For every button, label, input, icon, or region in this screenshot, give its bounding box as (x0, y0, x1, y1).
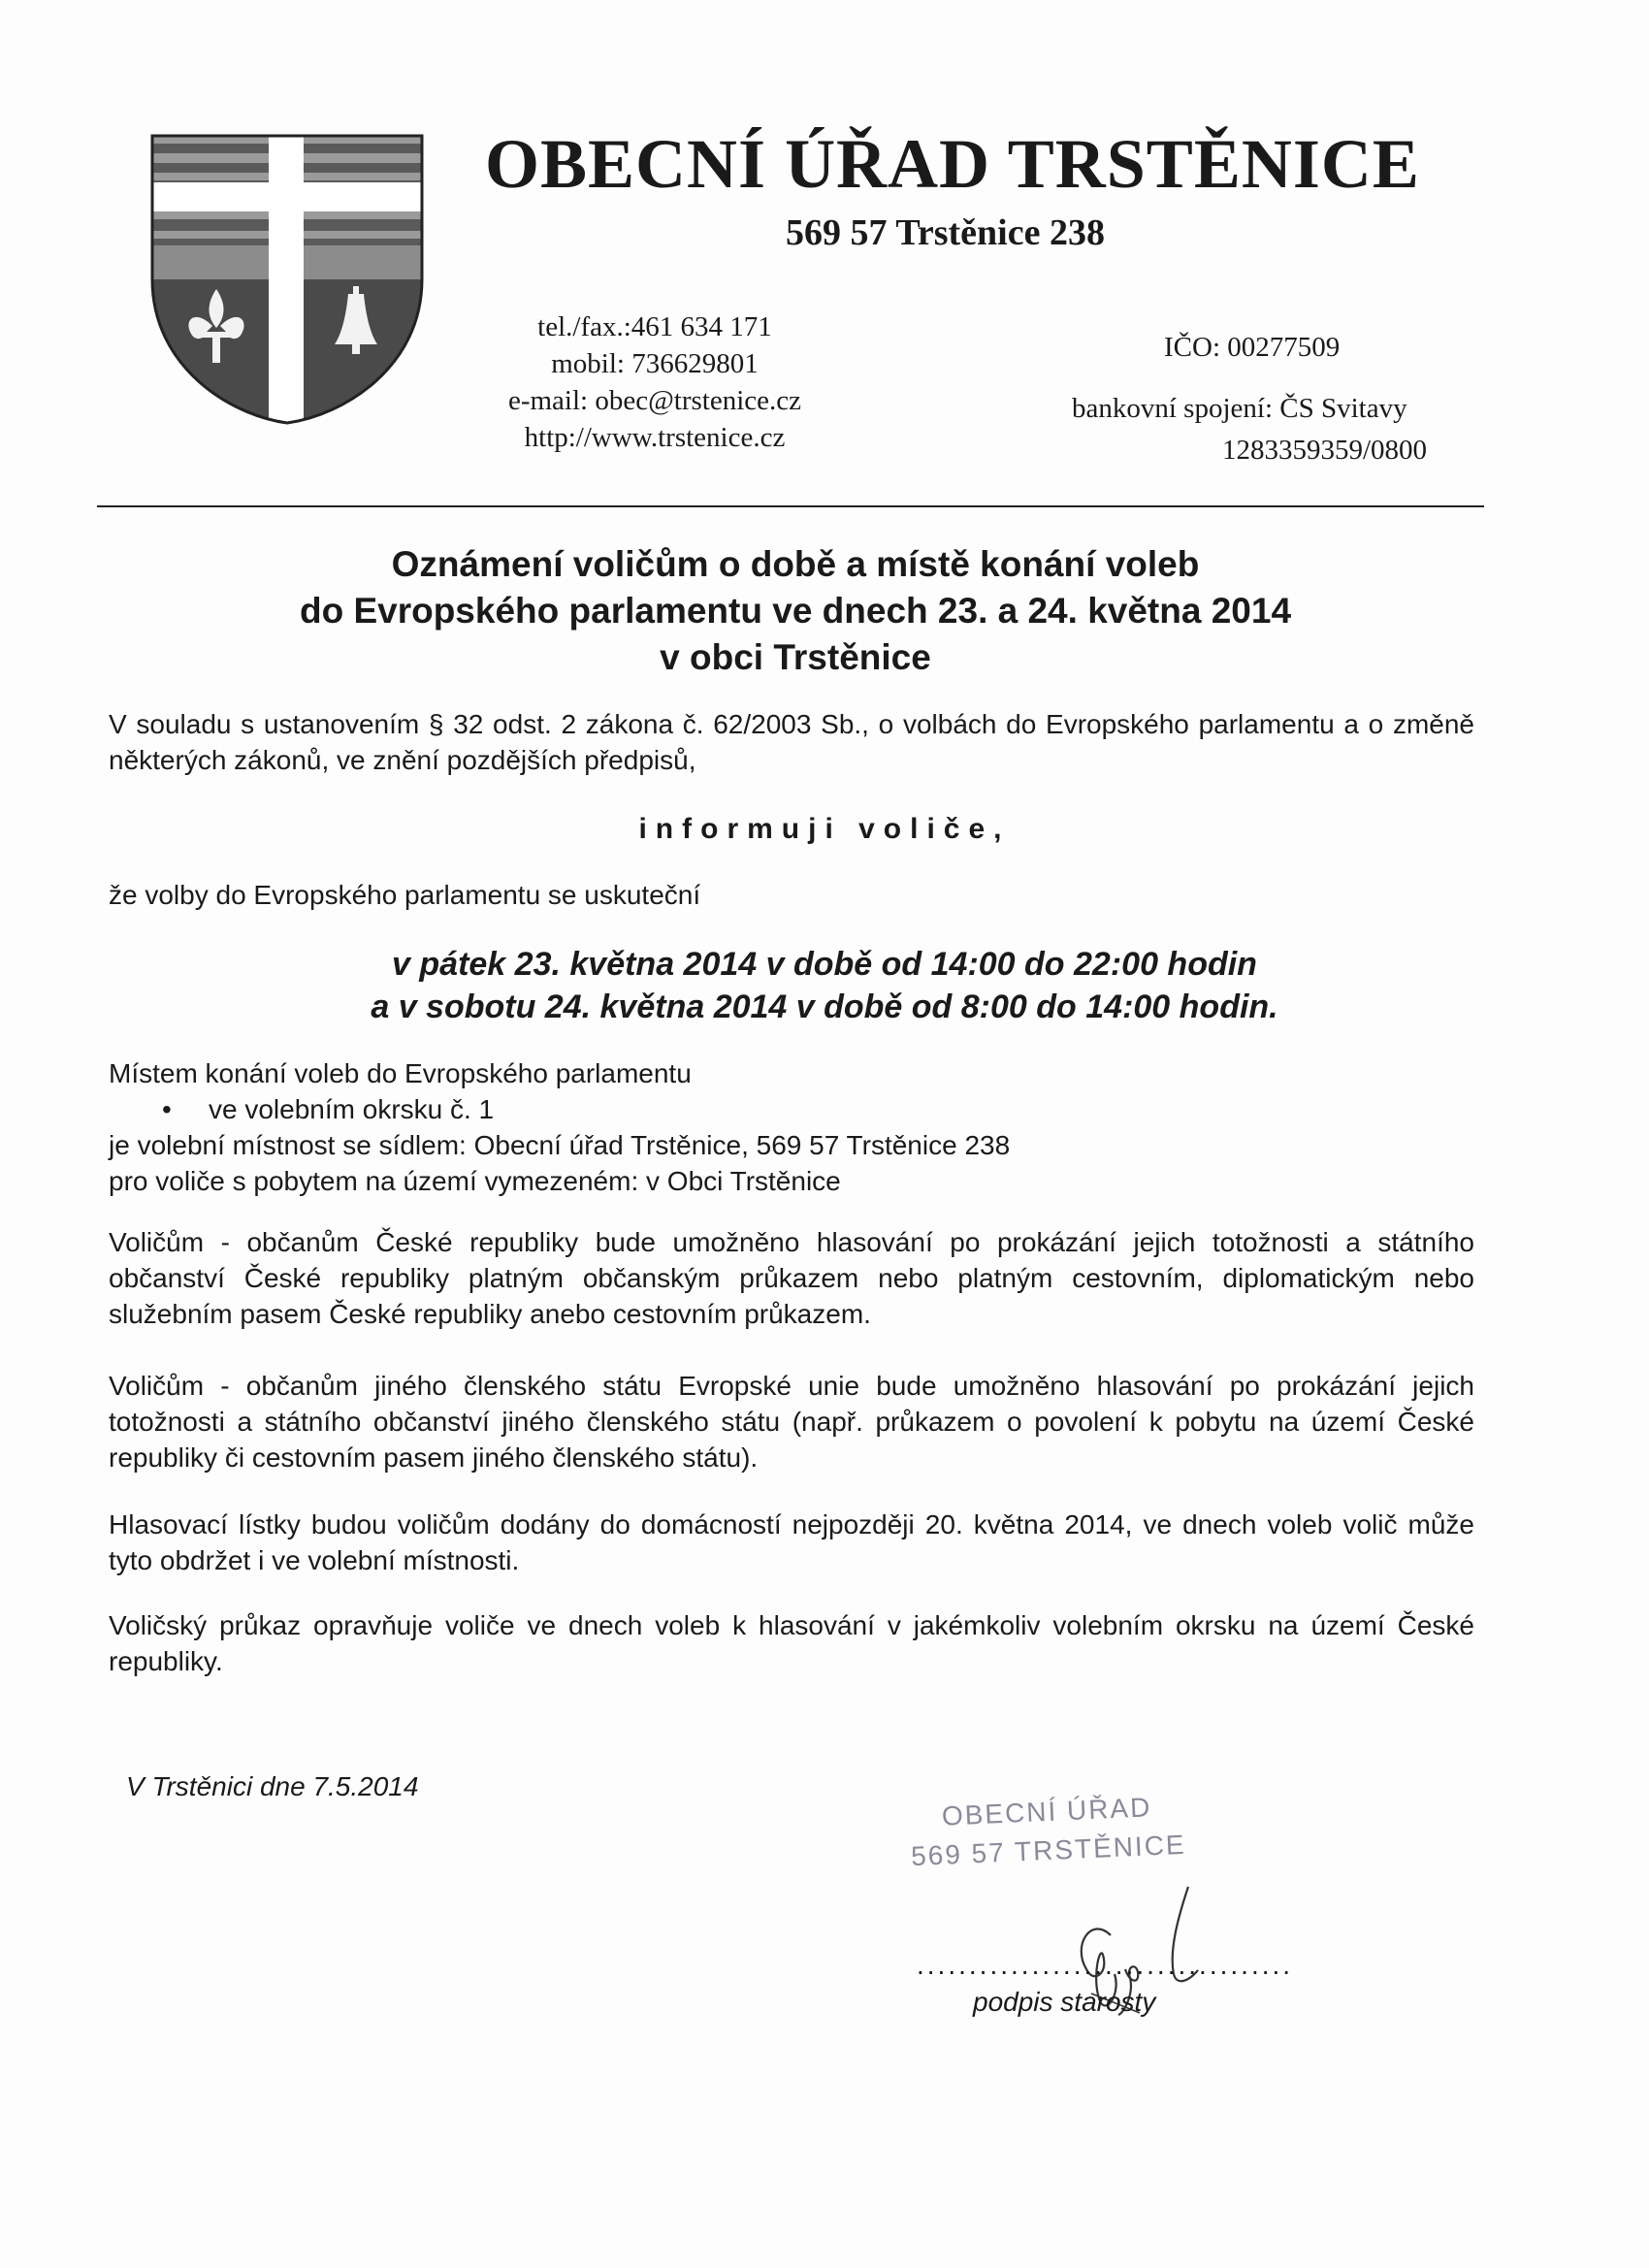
inform-voters-text: informuji voliče, (638, 813, 1011, 845)
notice-heading (97, 541, 1494, 681)
intro-paragraph: V souladu s ustanovením § 32 odst. 2 zákona č. 62/2003 Sb., o volbách do Evropského parlamentu a o změně některých zákonů, ve znění pozdějších předpisů, (109, 709, 1474, 775)
elections-line: že volby do Evropského parlamentu se uskuteční (109, 880, 701, 910)
date-line-saturday: a v sobotu 24. května 2014 v době od 8:00 do 14:00 hodin. (371, 988, 1278, 1025)
district-list-item (109, 1091, 1474, 1127)
account-number: 1283359359/0800 (1222, 435, 1428, 466)
election-dates (146, 943, 1504, 1028)
bullet-icon: • (162, 1094, 172, 1124)
ballots-paragraph: Hlasovací lístky budou voličům dodány do domácností nejpozději 20. května 2014, ve dnech voleb volič může tyto obdržet i ve volební místnosti. (109, 1509, 1474, 1575)
header-divider (97, 505, 1484, 507)
place-voters: pro voliče s pobytem na území vymezeném: v Obci Trstěnice (109, 1166, 841, 1196)
mobile-text: mobil: 736629801 (551, 348, 759, 379)
date-line-friday: v pátek 23. května 2014 v době od 14:00 do 22:00 hodin (392, 946, 1257, 983)
office-stamp (881, 1786, 1213, 1878)
signature-line: .................................... (917, 1950, 1294, 1980)
office-address: 569 57 Trstěnice 238 (786, 212, 1105, 253)
signature-date: V Trstěnici dne 7.5.2014 (126, 1771, 419, 1801)
place-intro: Místem konání voleb do Evropského parlamentu (109, 1058, 692, 1088)
place-seat: je volební místnost se sídlem: Obecní úřad Trstěnice, 569 57 Trstěnice 238 (109, 1130, 1011, 1160)
heading-line: do Evropského parlamentu ve dnech 23. a 24. května 2014 (299, 591, 1292, 631)
website-text: http://www.trstenice.cz (524, 422, 786, 453)
email-text: e-mail: obec@trstenice.cz (507, 385, 802, 416)
ico-text: IČO: 00277509 (1164, 332, 1341, 363)
phone-text: tel./fax.:461 634 171 (537, 311, 772, 342)
polling-place-block (109, 1055, 1474, 1199)
eu-citizens-paragraph: Voličům - občanům jiného členského státu Evropské unie bude umožněno hlasování po prokázání jejich totožnosti a státního občanství jiného členského státu (např. průkazem o povolení k pobytu na území České republiky či cestovním pasem jiného členského státu). (109, 1371, 1474, 1473)
office-title: OBECNÍ ÚŘAD TRSTĚNICE (485, 125, 1420, 203)
signature-label: podpis starosty (973, 1987, 1156, 2017)
voter-card-paragraph: Voličský průkaz opravňuje voliče ve dnech voleb k hlasování v jakémkoliv volebním okrsku na území České republiky. (109, 1610, 1474, 1676)
stamp-line: OBECNÍ ÚŘAD (941, 1792, 1152, 1831)
coat-of-arms-logo (150, 134, 424, 425)
stamp-line: 569 57 TRSTĚNICE (910, 1829, 1187, 1872)
district-text: ve volebním okrsku č. 1 (209, 1094, 495, 1124)
bank-text: bankovní spojení: ČS Svitavy (1072, 393, 1407, 424)
heading-line: Oznámení voličům o době a místě konání voleb (391, 544, 1200, 584)
czech-citizens-paragraph: Voličům - občanům České republiky bude umožněno hlasování po prokázání jejich totožnosti a státního občanství České republiky platným občanským průkazem nebo platným cestovním, diplomatickým nebo služebním pasem České republiky anebo cestovním průkazem. (109, 1227, 1474, 1329)
heading-line: v obci Trstěnice (660, 637, 931, 677)
contact-block (451, 308, 858, 456)
